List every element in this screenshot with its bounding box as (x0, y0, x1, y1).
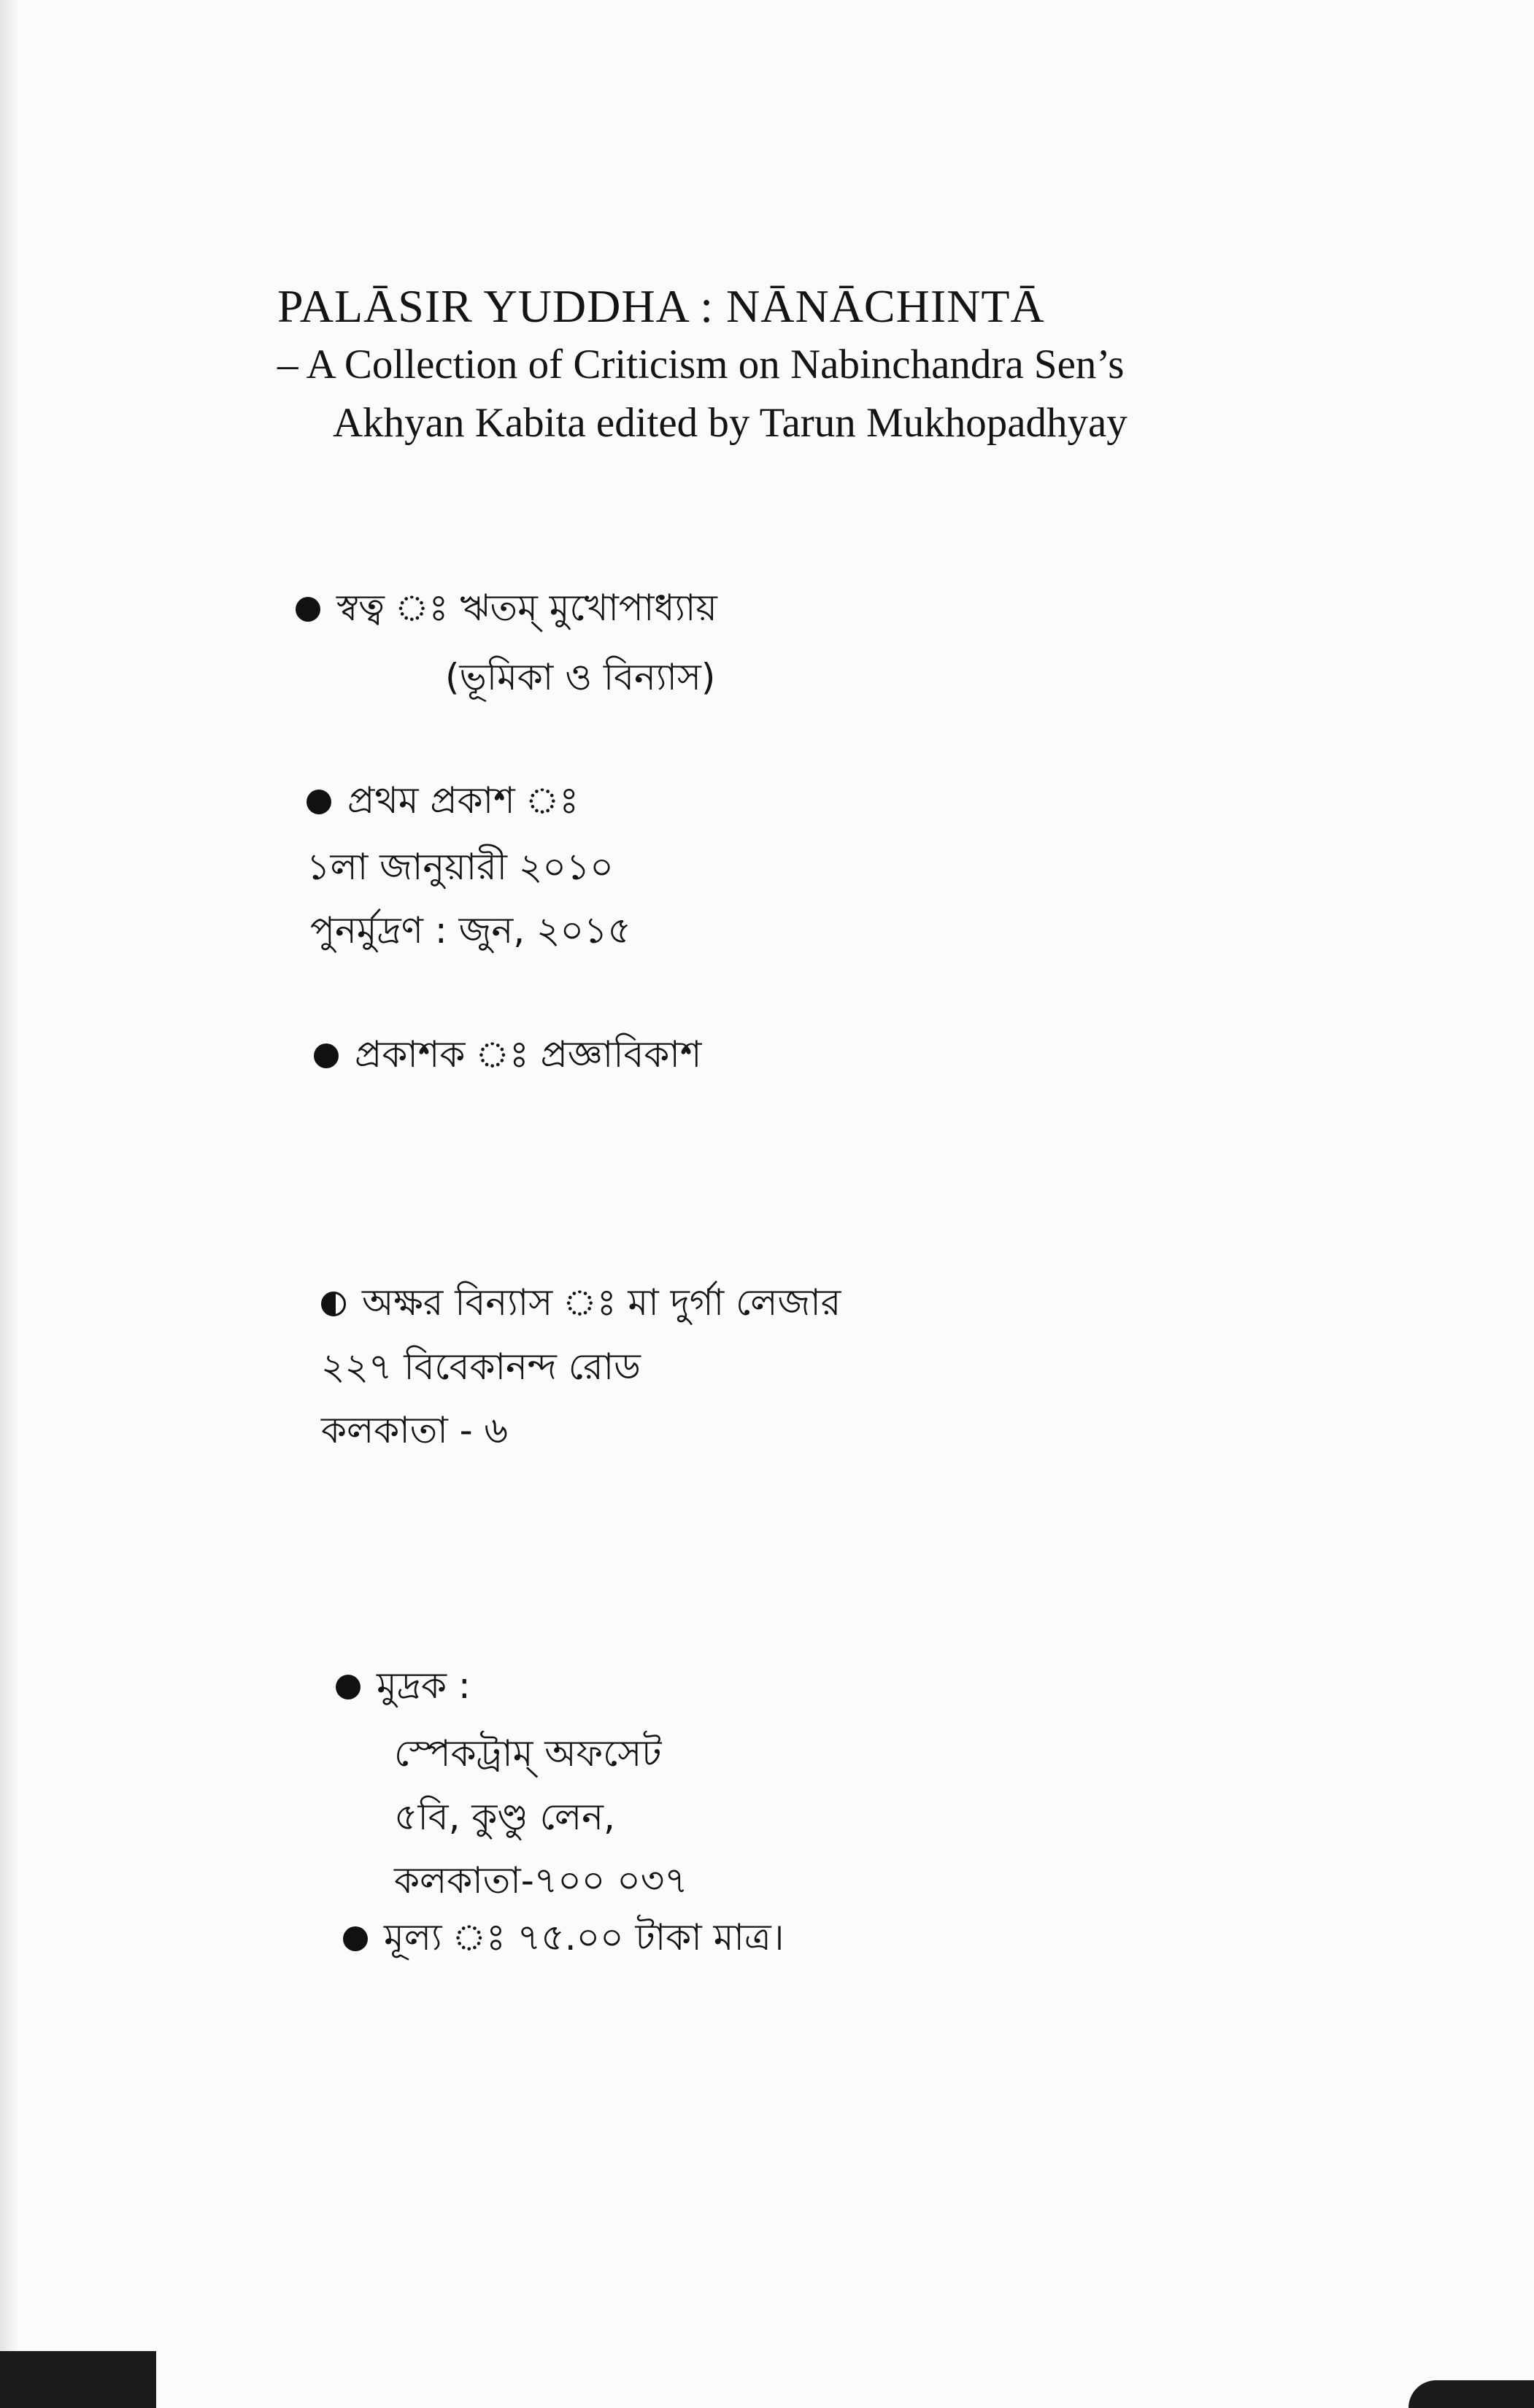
page-edge-shadow (0, 0, 19, 2408)
printer-entry (336, 1660, 471, 1711)
printer-name: স্পেকট্রাম্ অফসেট (394, 1732, 662, 1775)
typesetting-address-1: ২২৭ বিবেকানন্দ রোড (321, 1346, 641, 1388)
bullet-icon (307, 790, 331, 814)
bullet-icon (321, 1292, 346, 1316)
price-entry (343, 1912, 785, 1963)
book-subtitle-line-2: Akhyan Kabita edited by Tarun Mukhopadhyay (333, 400, 1128, 446)
scan-edge-mark-right (1408, 2380, 1534, 2408)
first-edition-entry (307, 775, 579, 826)
typesetting-entry (321, 1277, 841, 1328)
scan-edge-mark-left (0, 2351, 156, 2408)
copyright-entry (296, 582, 717, 633)
price-label: মূল্য ঃ ৭৫.০০ টাকা মাত্র। (384, 1916, 785, 1959)
typesetting-address-2: কলকাতা - ৬ (321, 1409, 509, 1451)
bullet-icon (314, 1043, 339, 1068)
bullet-icon (296, 597, 320, 622)
typesetting-label: অক্ষর বিন্যাস ঃ মা দুর্গা লেজার (362, 1281, 841, 1324)
first-edition-label: প্রথম প্রকাশ ঃ (347, 779, 579, 822)
bullet-icon (336, 1675, 361, 1699)
bullet-icon (343, 1926, 368, 1951)
book-title: PALĀSIR YUDDHA : NĀNĀCHINTĀ (277, 280, 1045, 332)
copyright-note: (ভূমিকা ও বিন্যাস) (445, 656, 716, 698)
reprint-date: পুনর্মুদ্রণ : জুন, ২০১৫ (310, 909, 631, 952)
book-title-block (277, 277, 1128, 452)
book-subtitle-line-1: – A Collection of Criticism on Nabinchandra Sen’s (277, 341, 1125, 387)
publisher-label: প্রকাশক ঃ প্রজ্ঞাবিকাশ (355, 1033, 702, 1076)
printer-address-1: ৫বি, কুণ্ডু লেন, (394, 1796, 615, 1838)
copyright-label: স্বত্ব ঃ ঋতম্ মুখোপাধ্যায় (336, 587, 717, 629)
printer-address-2: কলকাতা-৭০০ ০৩৭ (394, 1859, 688, 1902)
printer-label: মুদ্রক : (377, 1664, 471, 1707)
first-edition-date: ১লা জানুয়ারী ২০১০ (307, 846, 614, 888)
publisher-entry (314, 1029, 701, 1080)
